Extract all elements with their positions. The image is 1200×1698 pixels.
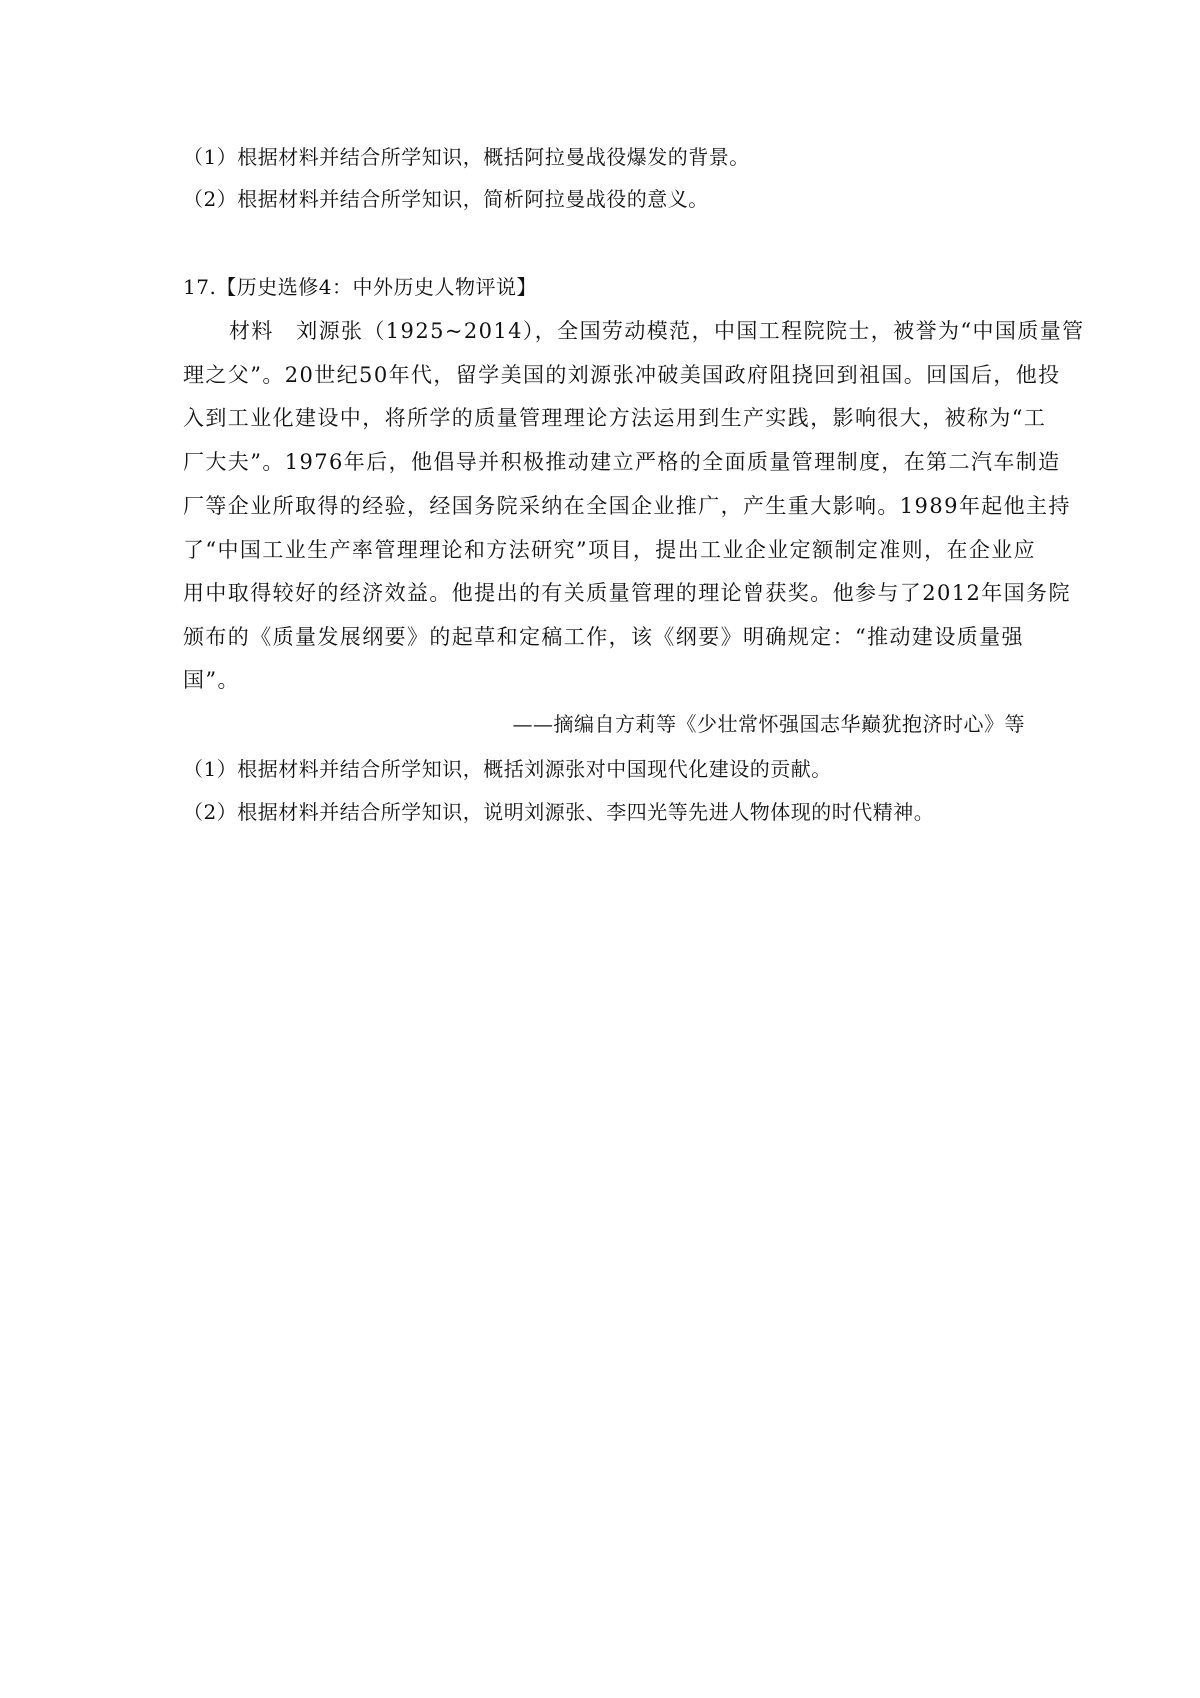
material-line-9: 国”。: [183, 668, 240, 692]
material-line-7: 用中取得较好的经济效益。他提出的有关质量管理的理论曾获奖。他参与了2012年国务院: [183, 581, 1071, 605]
material-line-1: 材料 刘源张（1925~2014），全国劳动模范，中国工程院院士，被誉为“中国质量管: [229, 319, 1085, 343]
material-line-8: 颁布的《质量发展纲要》的起草和定稿工作，该《纲要》明确规定：“推动建设质量强: [183, 625, 1024, 649]
question-1: （1）根据材料并结合所学知识，概括刘源张对中国现代化建设的贡献。: [183, 757, 832, 781]
prev-question-1: （1）根据材料并结合所学知识，概括阿拉曼战役爆发的背景。: [183, 145, 750, 169]
material-line-3: 入到工业化建设中，将所学的质量管理理论方法运用到生产实践，影响很大，被称为“工: [183, 406, 1047, 430]
question-2: （2）根据材料并结合所学知识，说明刘源张、李四光等先进人物体现的时代精神。: [183, 800, 935, 824]
material-line-5: 厂等企业所取得的经验，经国务院采纳在全国企业推广，产生重大影响。1989年起他主持: [183, 494, 1071, 518]
material-line-2: 理之父”。20世纪50年代，留学美国的刘源张冲破美国政府阻挠回到祖国。回国后，他投: [183, 363, 1061, 387]
source-citation: ——摘编自方莉等《少壮常怀强国志华巅犹抱济时心》等: [512, 712, 1025, 736]
prev-question-2: （2）根据材料并结合所学知识，简析阿拉曼战役的意义。: [183, 187, 709, 211]
section-heading: 17.【历史选修4：中外历史人物评说】: [183, 275, 538, 299]
material-line-6: 了“中国工业生产率管理理论和方法研究”项目，提出工业企业定额制定准则，在企业应: [183, 538, 1037, 562]
material-line-4: 厂大夫”。1976年后，他倡导并积极推动建立严格的全面质量管理制度，在第二汽车制造: [183, 450, 1061, 474]
